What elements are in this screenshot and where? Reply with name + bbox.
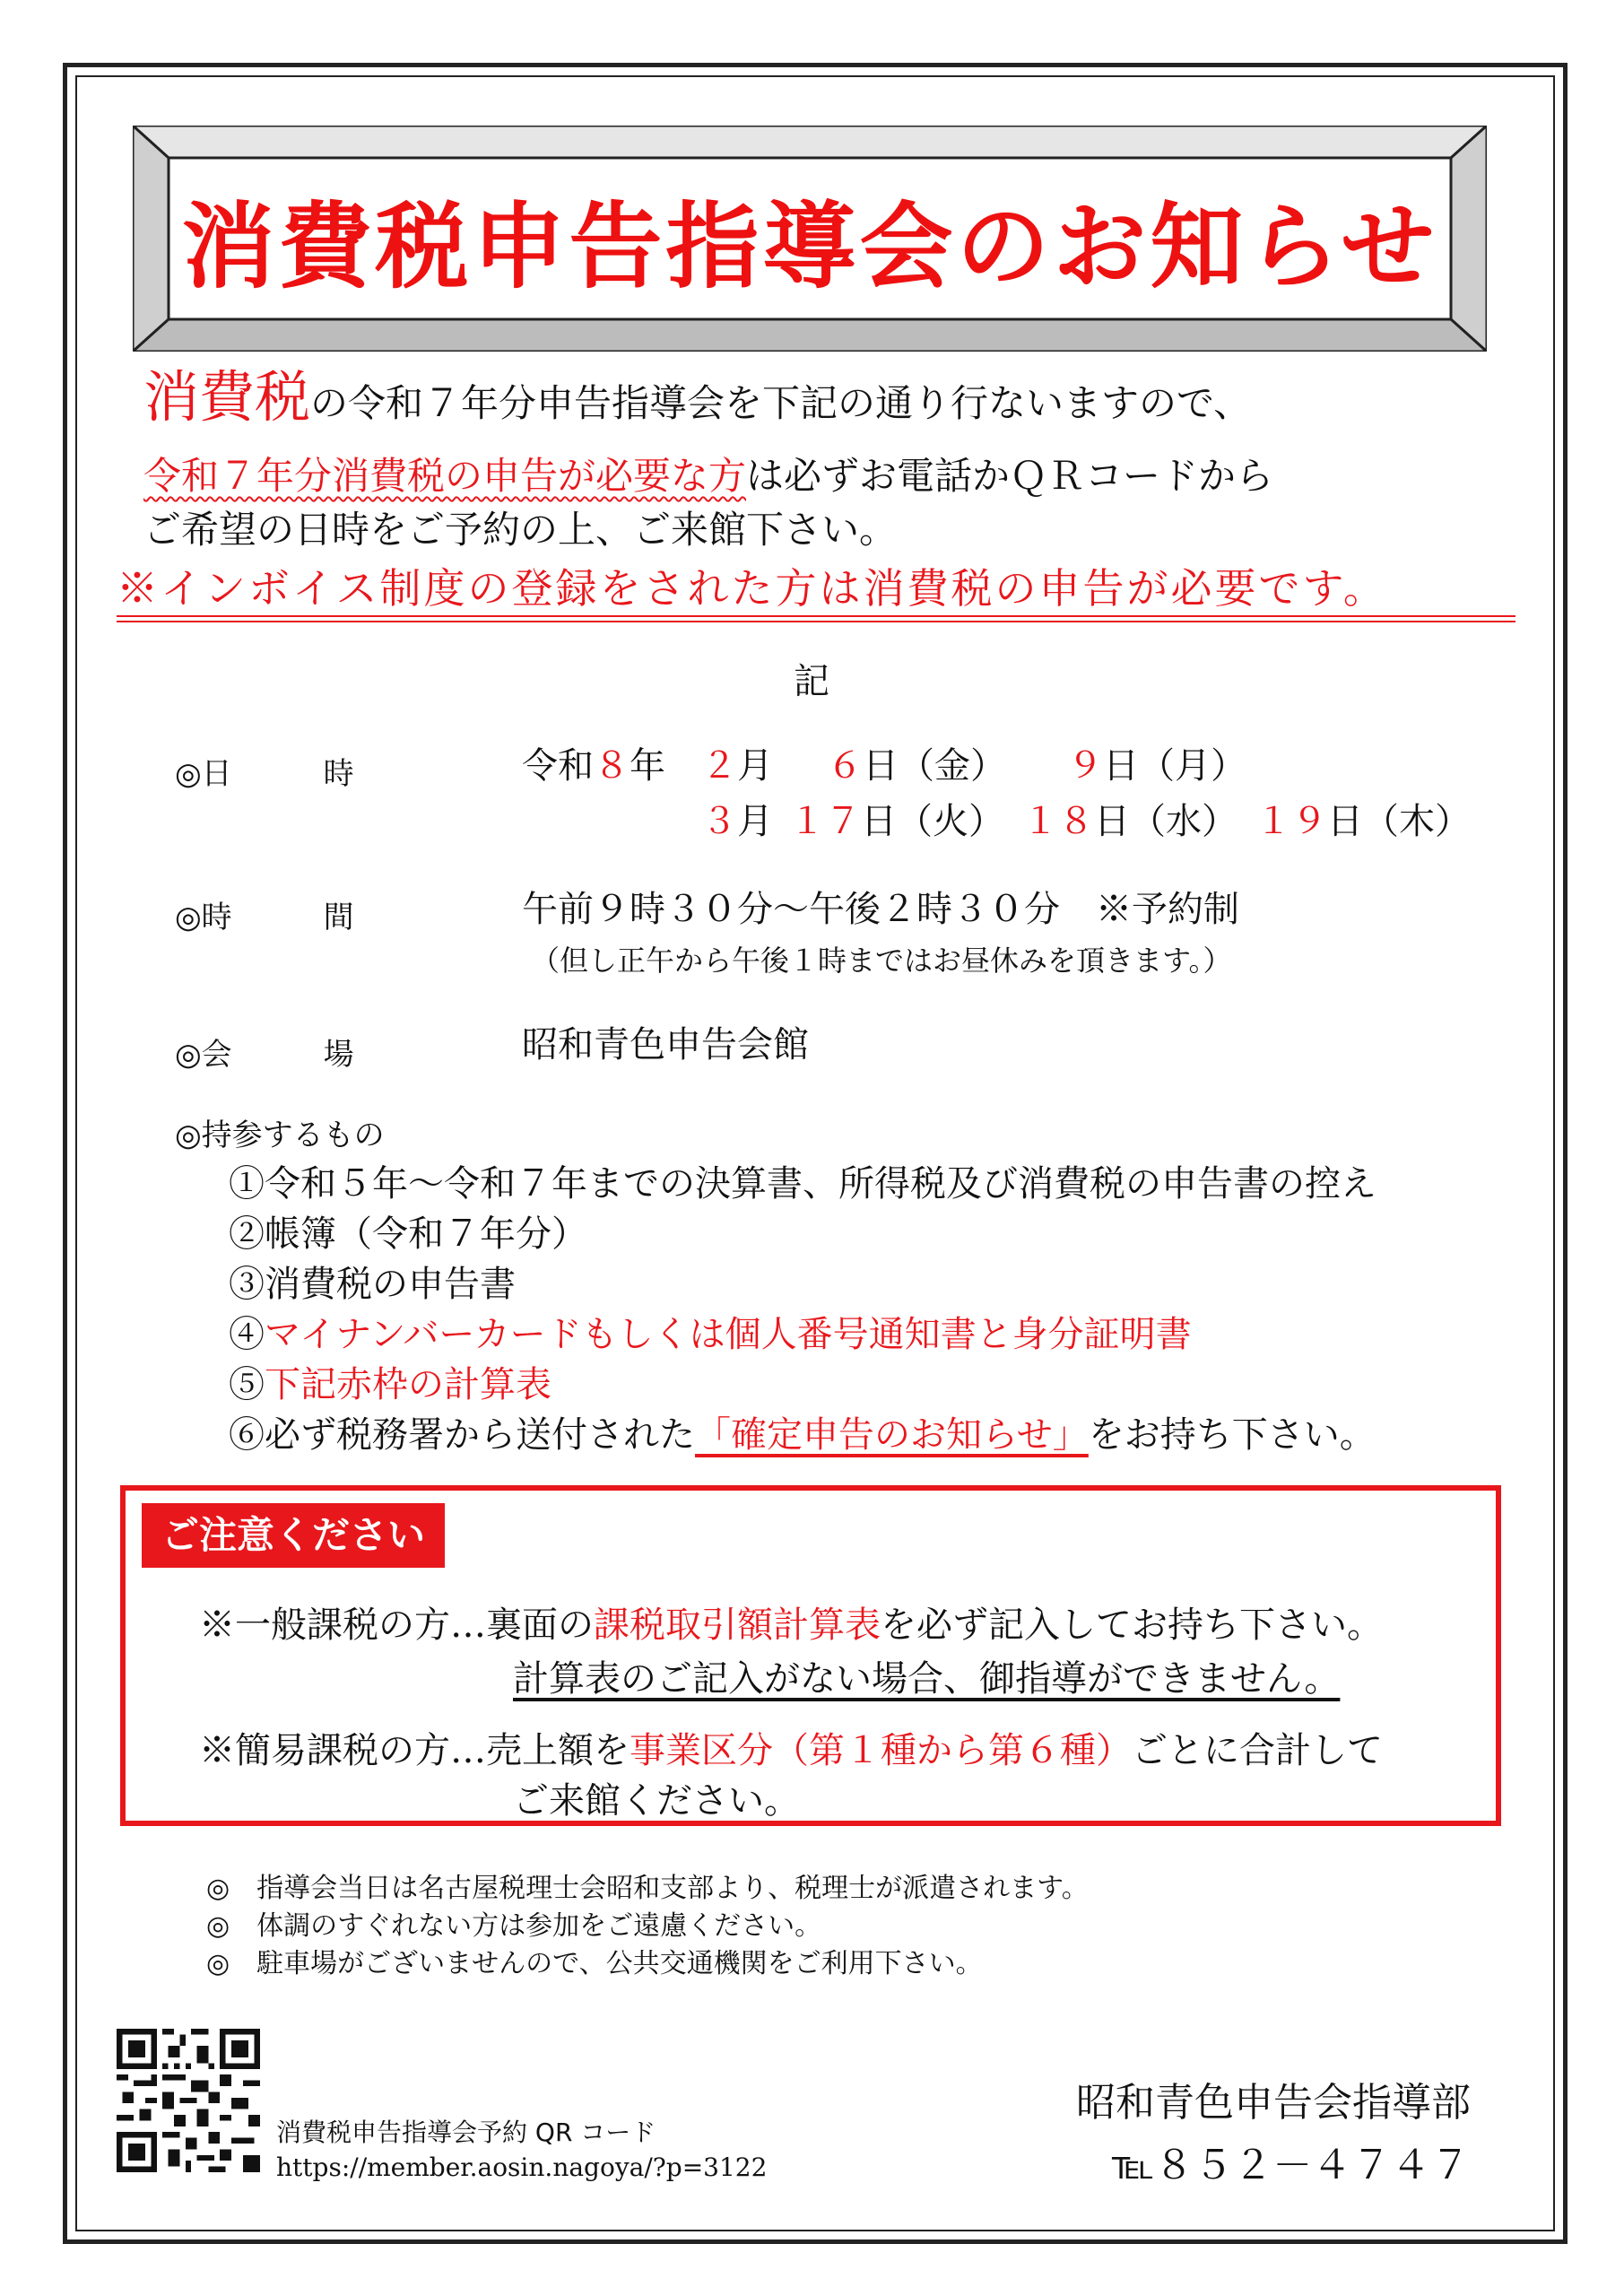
invoice-underline-1: [117, 615, 1515, 617]
date-unit: 日（木）: [1327, 801, 1471, 842]
qr-url[interactable]: https://member.aosin.nagoya/?p=3122: [276, 2152, 768, 2182]
tel-label: ℡: [1112, 2143, 1155, 2188]
notice-simple: [199, 1722, 1383, 1773]
invoice-notice: ※インボイス制度の登録をされた方は消費税の申告が必要です。: [117, 564, 1387, 613]
tel-value: ８５２－４７４７: [1154, 2143, 1471, 2188]
date-num: ９: [1067, 745, 1103, 787]
date-era: [522, 737, 665, 788]
era-year: ８: [594, 745, 630, 787]
date-label: ◎日 時: [175, 756, 354, 792]
item-red-text: 下記赤枠の計算表: [265, 1364, 551, 1405]
bring-label: ◎持参するもの: [175, 1118, 385, 1153]
date-row2-day2: [1022, 793, 1238, 844]
page-title: 消費税申告指導会のお知らせ: [181, 192, 1438, 301]
item-red-text: マイナンバーカードもしくは個人番号通知書と身分証明書: [265, 1314, 1192, 1355]
item-mark: ④: [229, 1314, 265, 1355]
time-value: 午前９時３０分～午後２時３０分 ※予約制: [522, 889, 1239, 930]
bring-item-5: [229, 1356, 551, 1407]
org-name: 昭和青色申告会指導部: [1076, 2080, 1471, 2126]
qr-caption: 消費税申告指導会予約 QR コード: [276, 2118, 656, 2147]
date-row2-day1: [789, 793, 1004, 844]
intro-line-3: ご希望の日時をご予約の上、ご来館下さい。: [143, 508, 898, 552]
note-2: ◎ 体調のすぐれない方は参加をご遠慮ください。: [206, 1910, 822, 1942]
venue-value: 昭和青色申告会館: [522, 1024, 809, 1065]
date-unit: 日（水）: [1094, 801, 1238, 842]
date-unit: 日（金）: [863, 745, 1006, 787]
item-red-text: 「確定申告のお知らせ」: [695, 1414, 1089, 1456]
era-text: 令和: [522, 745, 594, 787]
intro-line-2-text: は必ずお電話かＱＲコードから: [746, 454, 1274, 498]
notice-red-text: 事業区分（第１種から第６種）: [630, 1730, 1132, 1771]
bring-item-6: [229, 1406, 1376, 1457]
date-num: ６: [827, 745, 863, 787]
notice-general-line2: 計算表のご記入がない場合、御指導ができません。: [513, 1658, 1341, 1700]
date-row1-day2: [1067, 737, 1246, 788]
title-frame: [133, 126, 1487, 352]
intro-line-1: [143, 364, 1252, 431]
intro-required-text: 令和７年分消費税の申告が必要な方: [143, 454, 747, 498]
notice-text: ※簡易課税の方…売上額を: [199, 1730, 630, 1771]
intro-line-2: [143, 448, 1273, 504]
qr-code-icon[interactable]: [117, 2029, 260, 2172]
date-num: １８: [1022, 801, 1094, 842]
date-num: ３: [701, 801, 737, 842]
notice-simple-line2: ご来館ください。: [513, 1780, 800, 1822]
notice-text: ごとに合計して: [1132, 1730, 1383, 1771]
bring-item-2: ②帳簿（令和７年分）: [229, 1213, 587, 1255]
notice-red-text: 課税取引額計算表: [594, 1605, 881, 1646]
intro-line-1-text: の令和７年分申告指導会を下記の通り行ないますので、: [310, 381, 1252, 425]
notice-general: [199, 1596, 1383, 1648]
era-nen: 年: [630, 745, 665, 787]
date-row2-day3: [1255, 793, 1471, 844]
intro-keyword: 消費税: [143, 364, 311, 430]
date-num: ２: [701, 745, 737, 787]
time-note: （但し正午から午後１時まではお昼休みを頂きます。）: [531, 944, 1232, 978]
item-text: ⑥必ず税務署から送付された: [229, 1414, 695, 1456]
note-1: ◎ 指導会当日は名古屋税理士会昭和支部より、税理士が派遣されます。: [206, 1873, 1089, 1904]
bring-item-3: ③消費税の申告書: [229, 1264, 516, 1305]
item-mark: ⑤: [229, 1364, 265, 1405]
bring-item-4: [229, 1306, 1192, 1357]
item-text: をお持ち下さい。: [1088, 1414, 1376, 1456]
date-num: １７: [789, 801, 861, 842]
ki-heading: 記: [794, 661, 829, 702]
date-row2-month: [701, 793, 773, 844]
date-unit: 日（月）: [1103, 745, 1246, 787]
date-unit: 月: [737, 801, 773, 842]
date-unit: 月: [737, 745, 773, 787]
phone-number: [1112, 2133, 1470, 2190]
venue-label: ◎会 場: [175, 1037, 354, 1073]
bring-item-1: ①令和５年～令和７年までの決算書、所得税及び消費税の申告書の控え: [229, 1163, 1376, 1205]
date-row1-day1: [827, 737, 1006, 788]
date-num: １９: [1255, 801, 1327, 842]
note-3: ◎ 駐車場がございませんので、公共交通機関をご利用下さい。: [206, 1948, 983, 1979]
invoice-underline-2: [117, 621, 1515, 622]
notice-text: ※一般課税の方…裏面の: [199, 1605, 594, 1646]
date-row1-month: [701, 737, 773, 788]
date-unit: 日（火）: [861, 801, 1004, 842]
notice-tag: ご注意ください: [142, 1503, 445, 1568]
notice-text: を必ず記入してお持ち下さい。: [881, 1605, 1383, 1646]
time-label: ◎時 間: [175, 900, 354, 935]
